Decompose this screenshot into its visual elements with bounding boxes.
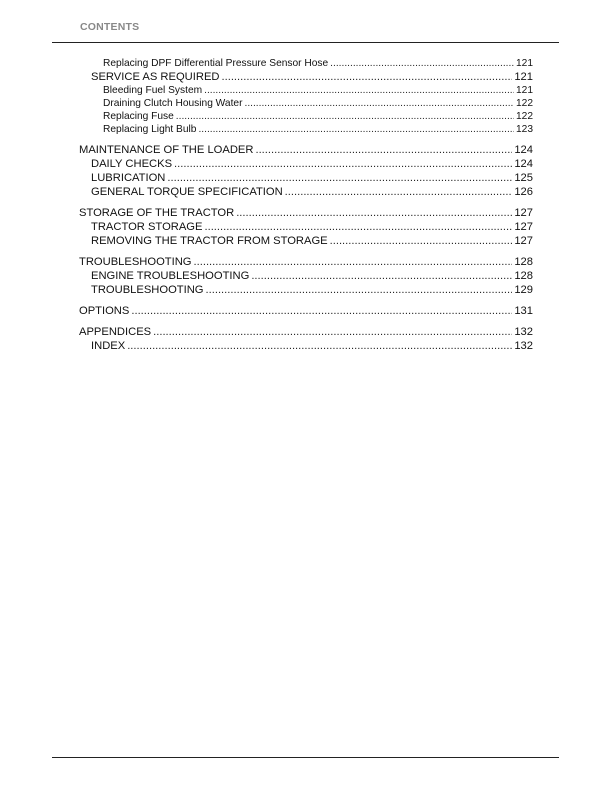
- toc-entry-title: LUBRICATION: [91, 172, 166, 184]
- header-rule: [52, 42, 559, 43]
- toc-entry-title: INDEX: [91, 340, 126, 352]
- toc-entry-page: 127: [514, 235, 533, 247]
- toc-entry-page: 121: [516, 58, 533, 69]
- toc-entry-title: Replacing DPF Differential Pressure Sensor Hose: [103, 58, 329, 69]
- toc-entry[interactable]: [79, 144, 533, 156]
- toc-entry[interactable]: [79, 326, 533, 338]
- toc-entry-title: TROUBLESHOOTING: [79, 256, 192, 268]
- toc-entry[interactable]: [91, 235, 533, 247]
- toc-entry-page: 126: [514, 186, 533, 198]
- dot-leader: [244, 98, 514, 109]
- toc-entry-title: STORAGE OF THE TRACTOR: [79, 207, 235, 219]
- toc-entry-page: 121: [514, 71, 533, 83]
- dot-leader: [176, 111, 514, 122]
- header-title: CONTENTS: [80, 21, 140, 33]
- dot-leader: [330, 58, 514, 69]
- toc-entry-title: REMOVING THE TRACTOR FROM STORAGE: [91, 235, 328, 247]
- dot-leader: [330, 235, 513, 247]
- dot-leader: [255, 144, 512, 156]
- toc-entry-page: 132: [514, 326, 533, 338]
- toc-entry-page: 122: [516, 111, 533, 122]
- toc-entry[interactable]: [79, 207, 533, 219]
- dot-leader: [222, 71, 513, 83]
- toc-entry-page: 131: [514, 305, 533, 317]
- toc-entry-title: ENGINE TROUBLESHOOTING: [91, 270, 250, 282]
- toc-entry[interactable]: [91, 221, 533, 233]
- toc-entry[interactable]: [91, 340, 533, 352]
- toc-entry-page: 128: [514, 256, 533, 268]
- toc-entry[interactable]: [91, 186, 533, 198]
- toc-entry[interactable]: [103, 58, 533, 69]
- toc-entry-title: OPTIONS: [79, 305, 130, 317]
- toc-entry-page: 125: [514, 172, 533, 184]
- toc-entry[interactable]: [91, 284, 533, 296]
- toc-entry-page: 127: [514, 221, 533, 233]
- toc-entry-page: 122: [516, 98, 533, 109]
- toc-entry-title: APPENDICES: [79, 326, 152, 338]
- toc-entry-title: MAINTENANCE OF THE LOADER: [79, 144, 254, 156]
- toc-entry-title: SERVICE AS REQUIRED: [91, 71, 220, 83]
- toc-entry-page: 123: [516, 124, 533, 135]
- toc-entry[interactable]: [91, 172, 533, 184]
- toc-entry[interactable]: [91, 158, 533, 170]
- dot-leader: [206, 284, 513, 296]
- dot-leader: [174, 158, 512, 170]
- toc-entry-page: 128: [514, 270, 533, 282]
- toc-entry-page: 127: [514, 207, 533, 219]
- toc-entry-title: TROUBLESHOOTING: [91, 284, 204, 296]
- dot-leader: [198, 124, 514, 135]
- toc-entry-page: 121: [516, 85, 533, 96]
- dot-leader: [285, 186, 513, 198]
- toc-entry[interactable]: [91, 71, 533, 83]
- dot-leader: [236, 207, 512, 219]
- dot-leader: [131, 305, 512, 317]
- toc-entry-title: Draining Clutch Housing Water: [103, 98, 243, 109]
- toc-entry-page: 124: [514, 158, 533, 170]
- toc-entry-title: Bleeding Fuel System: [103, 85, 203, 96]
- toc-entry-title: Replacing Fuse: [103, 111, 174, 122]
- dot-leader: [127, 340, 512, 352]
- toc-entry-title: TRACTOR STORAGE: [91, 221, 203, 233]
- dot-leader: [204, 221, 512, 233]
- dot-leader: [167, 172, 512, 184]
- toc-entry-title: GENERAL TORQUE SPECIFICATION: [91, 186, 283, 198]
- dot-leader: [153, 326, 512, 338]
- dot-leader: [251, 270, 512, 282]
- toc-entry-page: 124: [514, 144, 533, 156]
- toc-entry[interactable]: [103, 85, 533, 96]
- toc-entry-page: 132: [514, 340, 533, 352]
- dot-leader: [204, 85, 514, 96]
- toc-entry[interactable]: [103, 98, 533, 109]
- toc-entry[interactable]: [103, 124, 533, 135]
- toc-entry[interactable]: [91, 270, 533, 282]
- toc-entry[interactable]: [79, 305, 533, 317]
- toc-entry-title: Replacing Light Bulb: [103, 124, 197, 135]
- toc-entry[interactable]: [79, 256, 533, 268]
- dot-leader: [194, 256, 513, 268]
- toc-entry[interactable]: [103, 111, 533, 122]
- footer-rule: [52, 757, 559, 758]
- toc-entry-title: DAILY CHECKS: [91, 158, 173, 170]
- toc-entry-page: 129: [514, 284, 533, 296]
